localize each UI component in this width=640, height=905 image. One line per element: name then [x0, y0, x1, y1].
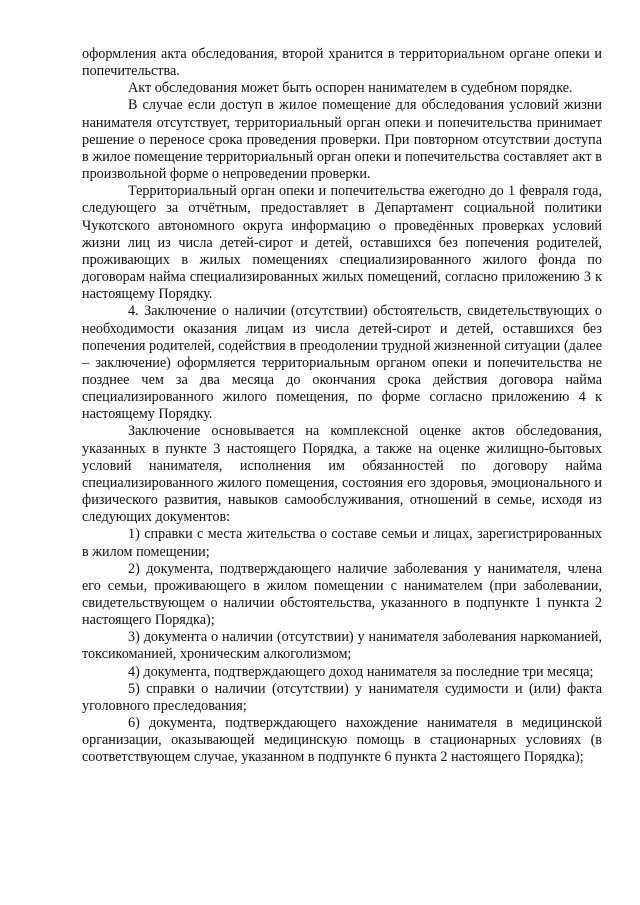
list-item-6: 6) документа, подтверждающего нахождение нанимателя в медицинской организации, оказывающей медицинскую помощь в стационарных условиях (в соответствующем случае, указанном в подпункте 6 пункта 2 настоящего Порядка);	[82, 715, 602, 766]
list-item-3: 3) документа о наличии (отсутствии) у нанимателя заболевания наркоманией, токсикоманией, хроническим алкоголизмом;	[82, 629, 602, 663]
list-item-5: 5) справки о наличии (отсутствии) у нанимателя судимости и (или) факта уголовного преследования;	[82, 680, 602, 714]
paragraph-no-access: В случае если доступ в жилое помещение для обследования условий жизни нанимателя отсутствует, территориальный орган опеки и попечительства принимает решение о переносе срока проведения проверки. При повторном отсутствии доступа в жилое помещение территориальный орган опеки и попечительства составляет акт в произвольной форме о непроведении проверки.	[82, 97, 602, 183]
paragraph-act-appeal: Акт обследования может быть оспорен нанимателем в судебном порядке.	[128, 80, 573, 97]
paragraph-annual-report: Территориальный орган опеки и попечительства ежегодно до 1 февраля года, следующего за отчётным, предоставляет в Департамент социальной политики Чукотского автономного округа информацию о проведённых проверках условий жизни лиц из числа детей-сирот и детей, оставшихся без попечения родителей, проживающих в жилых помещениях специализированного жилого фонда по договорам найма специализированных жилых помещений, согласно приложению 3 к настоящему Порядку.	[82, 183, 602, 303]
paragraph-conclusion-basis: Заключение основывается на комплексной оценке актов обследования, указанных в пункте 3 настоящего Порядка, а также на оценке жилищно-бытовых условий нанимателя, исполнения им обязанностей по договору найма специализированного жилого помещения, состояния его здоровья, эмоционального и физического развития, навыков самообслуживания, отношений в семье, исходя из следующих документов:	[82, 423, 602, 526]
paragraph-act-continuation: оформления акта обследования, второй хранится в территориальном органе опеки и попечительства.	[82, 46, 602, 80]
document-page	[82, 46, 602, 767]
list-item-4: 4) документа, подтверждающего доход нанимателя за последние три месяца;	[128, 663, 594, 680]
paragraph-item-4-conclusion: 4. Заключение о наличии (отсутствии) обстоятельств, свидетельствующих о необходимости оказания лицам из числа детей-сирот и детей, оставшихся без попечения родителей, содействия в преодолении трудной жизненной ситуации (далее – заключение) оформляется территориальным органом опеки и попечительства не позднее чем за два месяца до окончания срока действия договора найма специализированного жилого помещения, по форме согласно приложению 4 к настоящему Порядку.	[82, 303, 602, 423]
list-item-1: 1) справки с места жительства о составе семьи и лицах, зарегистрированных в жилом помещении;	[82, 526, 602, 560]
list-item-2: 2) документа, подтверждающего наличие заболевания у нанимателя, члена его семьи, проживающего в жилом помещении с нанимателем (при заболевании, свидетельствующем о наличии обстоятельства, указанного в подпункте 1 пункта 2 настоящего Порядка);	[82, 560, 602, 629]
